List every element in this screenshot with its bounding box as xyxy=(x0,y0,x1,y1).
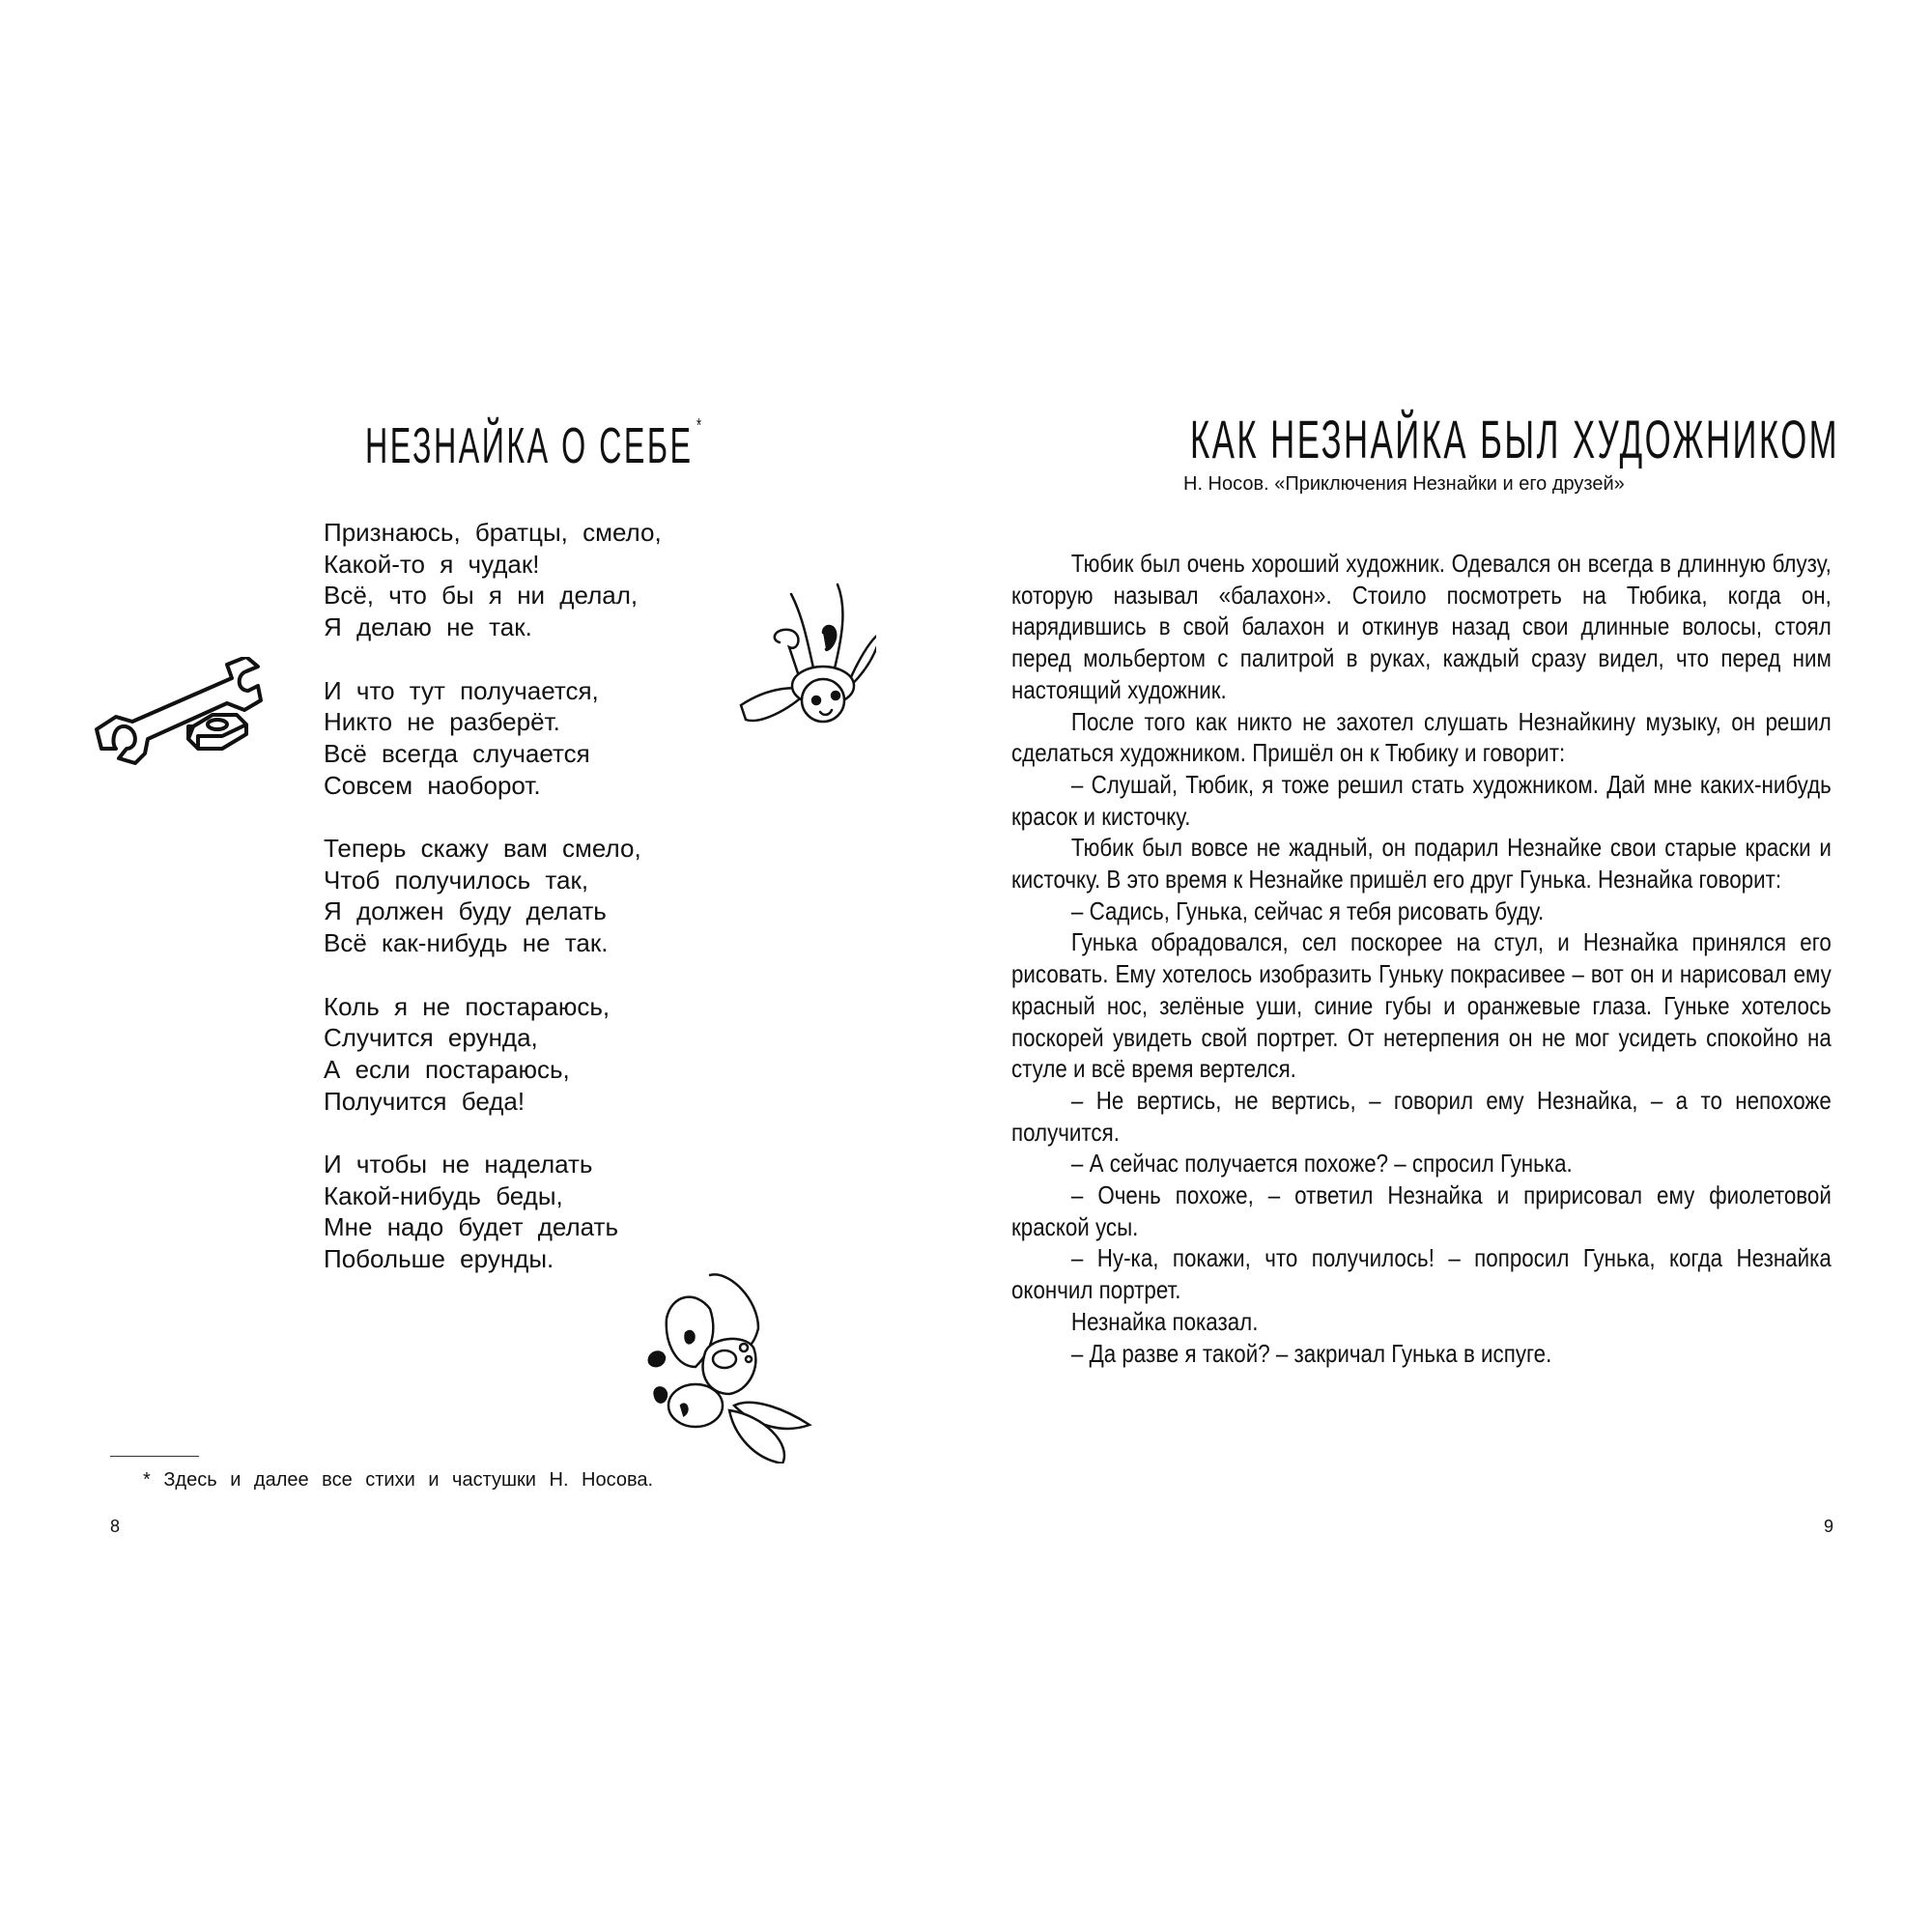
wrench-icon xyxy=(92,657,275,773)
poem-line: Какой-нибудь беды, xyxy=(324,1180,563,1210)
dialogue-line: – Да разве я такой? – закричал Гунька в испуге. xyxy=(1070,1338,1552,1368)
footnote-mark: * xyxy=(696,415,704,437)
wrench-and-nut-illustration xyxy=(92,657,275,773)
flying-bug-top-illustration xyxy=(731,580,876,734)
page-number: 8 xyxy=(110,1517,121,1536)
bug-icon xyxy=(731,580,876,734)
footnote: * Здесь и далее все стихи и частушки Н. Носова. xyxy=(143,1469,654,1491)
page-number: 9 xyxy=(1824,1517,1834,1536)
dialogue-line: – Очень похоже, – ответил Незнайка и пририсовал ему фиолетовой краской усы. xyxy=(1011,1180,1832,1241)
poem-line: Случится ерунда, xyxy=(324,1023,538,1053)
poem-line: Я должен буду делать xyxy=(324,896,607,926)
poem-line: И что тут получается, xyxy=(324,675,599,705)
poem-line: Теперь скажу вам смело, xyxy=(324,834,641,863)
story-title: КАК НЕЗНАЙКА БЫЛ ХУДОЖНИКОМ xyxy=(1190,409,1840,469)
paragraph: Гунька обрадовался, сел поскорее на стул, и Незнайка принялся его рисовать. Ему хотелось изобразить Гуньку покрасивее – вот он и нарисовал ему красный нос, зелёные уши, синие губы и оранжевые глаза. Гуньке хотелось поскорей увидеть свой портрет. От нетерпения он не мог усидеть спокойно на стуле и всё время вертелся. xyxy=(1011,927,1832,1084)
poem-line: Получится беда! xyxy=(324,1086,526,1116)
poem-line: Всё всегда случается xyxy=(324,738,590,768)
dialogue-line: – А сейчас получается похоже? – спросил Гунька. xyxy=(1070,1149,1573,1179)
poem-title xyxy=(365,417,703,475)
poem-line: Мне надо будет делать xyxy=(324,1212,619,1242)
right-page xyxy=(966,0,1932,1932)
poem-line: Никто не разберёт. xyxy=(324,707,560,737)
poem-line: Совсем наоборот. xyxy=(324,770,541,800)
flying-bug-bottom-illustration xyxy=(638,1270,831,1463)
poem-line: Коль я не постараюсь, xyxy=(324,991,611,1021)
paragraph: После того как никто не захотел слушать Незнайкину музыку, он решил сделаться художником. Пришёл он к Тюбику и говорит: xyxy=(1011,706,1832,768)
poem-line: Какой-то я чудак! xyxy=(324,549,540,579)
footnote-divider xyxy=(110,1456,199,1457)
dialogue-line: – Не вертись, не вертись, – говорил ему Незнайка, – а то непохоже получится. xyxy=(1011,1085,1832,1147)
poem-line: Чтоб получилось так, xyxy=(324,865,589,895)
dialogue-line: – Слушай, Тюбик, я тоже решил стать художником. Дай мне каких-нибудь красок и кисточку. xyxy=(1011,769,1832,831)
stanza xyxy=(324,991,662,1118)
poem xyxy=(324,517,662,1307)
story-source: Н. Носов. «Приключения Незнайки и его друзей» xyxy=(1183,473,1625,495)
paragraph: Тюбик был вовсе не жадный, он подарил Незнайке свои старые краски и кисточку. В это время к Незнайке пришёл его друг Гунька. Незнайка говорит: xyxy=(1011,833,1832,895)
poem-line: Побольше ерунды. xyxy=(324,1244,554,1274)
poem-line: А если постараюсь, xyxy=(324,1054,570,1084)
story-text xyxy=(1011,548,1832,1369)
stanza xyxy=(324,517,662,643)
beetle-icon xyxy=(638,1270,831,1463)
poem-line: Признаюсь, братцы, смело, xyxy=(324,518,662,547)
dialogue-line: – Садись, Гунька, сейчас я тебя рисовать буду. xyxy=(1070,895,1545,925)
stanza xyxy=(324,833,662,959)
dialogue-line: – Ну-ка, покажи, что получилось! – попросил Гунька, когда Незнайка окончил портрет. xyxy=(1011,1243,1832,1305)
poem-line: Всё как-нибудь не так. xyxy=(324,928,609,958)
poem-line: И чтобы не наделать xyxy=(324,1150,593,1179)
stanza xyxy=(324,675,662,802)
poem-title-text: НЕЗНАЙКА О СЕБЕ xyxy=(365,418,694,474)
paragraph: Тюбик был очень хороший художник. Одевался он всегда в длинную блузу, которую называл «балахон». Стоило посмотреть на Тюбика, когда он, нарядившись в свой балахон и откинув назад свои длинные волосы, стоял перед мольбертом с палитрой в руках, каждый сразу видел, что перед ним настоящий художник. xyxy=(1011,549,1832,704)
poem-line: Я делаю не так. xyxy=(324,612,532,642)
poem-line: Всё, что бы я ни делал, xyxy=(324,581,639,611)
stanza xyxy=(324,1149,662,1275)
paragraph: Незнайка показал. xyxy=(1070,1306,1259,1336)
